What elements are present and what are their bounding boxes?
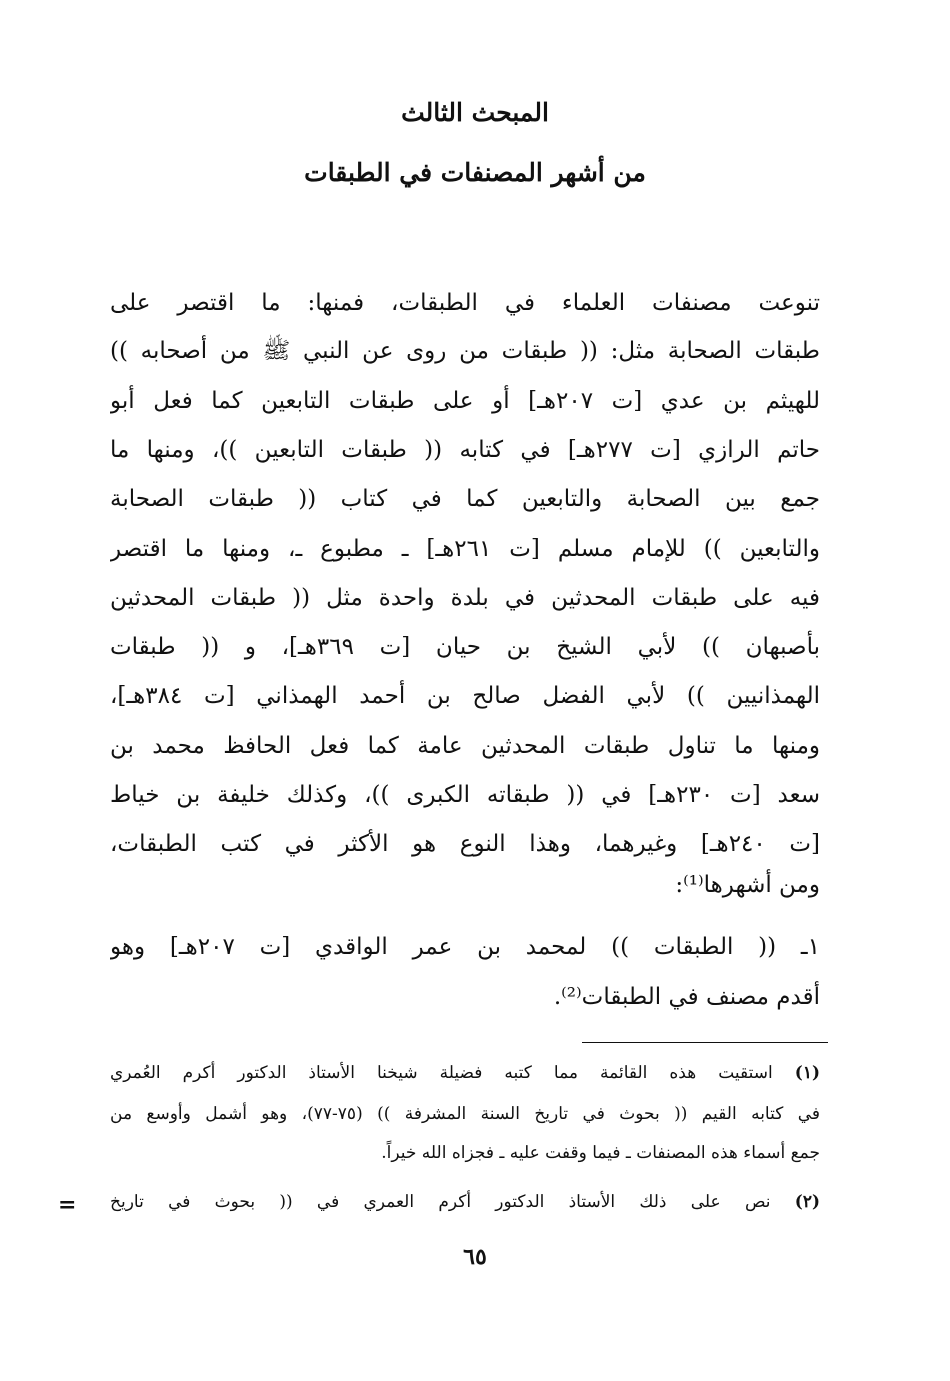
paragraph-line: حاتم الرازي [ت ٢٧٧هـ] في كتابه (( طبقات التابعين ))، ومنها ما [110, 437, 820, 463]
footnote-line [110, 1058, 820, 1088]
paragraph-line: للهيثم بن عدي [ت ٢٠٧هـ] أو على طبقات التابعين كما فعل أبو [110, 388, 820, 414]
footnote-divider [582, 1042, 828, 1043]
paragraph-line: جمع بين الصحابة والتابعين كما في كتاب (( طبقات الصحابة [110, 486, 820, 512]
paragraph-line: تنوعت مصنفات العلماء في الطبقات، فمنها: ما اقتصر على [110, 290, 820, 316]
footnote-line: جمع أسماء هذه المصنفات ـ فيما وقفت عليه ـ فجزاه الله خيراً. [381, 1143, 820, 1163]
footnote-line: في كتابه القيم (( بحوث في تاريخ السنة المشرفة )) (٧٥-٧٧)، وهو أشمل وأوسع من [110, 1104, 820, 1124]
footnote-text: استقيت هذه القائمة مما كتبه فضيلة شيخنا الأستاذ الدكتور أكرم العُمري [110, 1063, 773, 1083]
paragraph-line: ومن أشهرها⁽¹⁾: [675, 872, 820, 898]
page-number: ٦٥ [463, 1244, 487, 1270]
list-item-line: ١ـ (( الطبقات )) لمحمد بن عمر الواقدي [ت ٢٠٧هـ] وهو [110, 934, 820, 960]
continuation-mark: = [58, 1192, 77, 1218]
paragraph-line: ومنها ما تناول طبقات المحدثين عامة كما فعل الحافظ محمد بن [110, 733, 820, 759]
paragraph-line: طبقات الصحابة مثل: (( طبقات من روى عن النبي ﷺ من أصحابه )) [110, 338, 820, 364]
footnote-number: (٢) [794, 1192, 820, 1212]
footnote-text: نص على ذلك الأستاذ الدكتور أكرم العمري في (( بحوث في تاريخ [110, 1192, 771, 1212]
footnote-line [110, 1187, 820, 1217]
paragraph-line: فيه على طبقات المحدثين في بلدة واحدة مثل (( طبقات المحدثين [110, 585, 820, 611]
section-subtitle: من أشهر المصنفات في الطبقات [304, 158, 646, 187]
list-item-line: أقدم مصنف في الطبقات⁽²⁾. [553, 984, 820, 1010]
paragraph-line: سعد [ت ٢٣٠هـ] في (( طبقاته الكبرى ))، وكذلك خليفة بن خياط [110, 782, 820, 808]
paragraph-line: بأصبهان )) لأبي الشيخ بن حيان [ت ٣٦٩هـ]، و (( طبقات [110, 634, 820, 660]
footnote-number: (١) [794, 1063, 820, 1083]
paragraph-line: [ت ٢٤٠هـ] وغيرهما، وهذا النوع هو الأكثر في كتب الطبقات، [110, 831, 820, 857]
paragraph-line: الهمذانيين )) لأبي الفضل صالح بن أحمد الهمذاني [ت ٣٨٤هـ]، [110, 683, 820, 709]
section-title: المبحث الثالث [401, 98, 549, 127]
paragraph-line: والتابعين )) للإمام مسلم [ت ٢٦١هـ] ـ مطبوع ـ، ومنها ما اقتصر [110, 536, 820, 562]
